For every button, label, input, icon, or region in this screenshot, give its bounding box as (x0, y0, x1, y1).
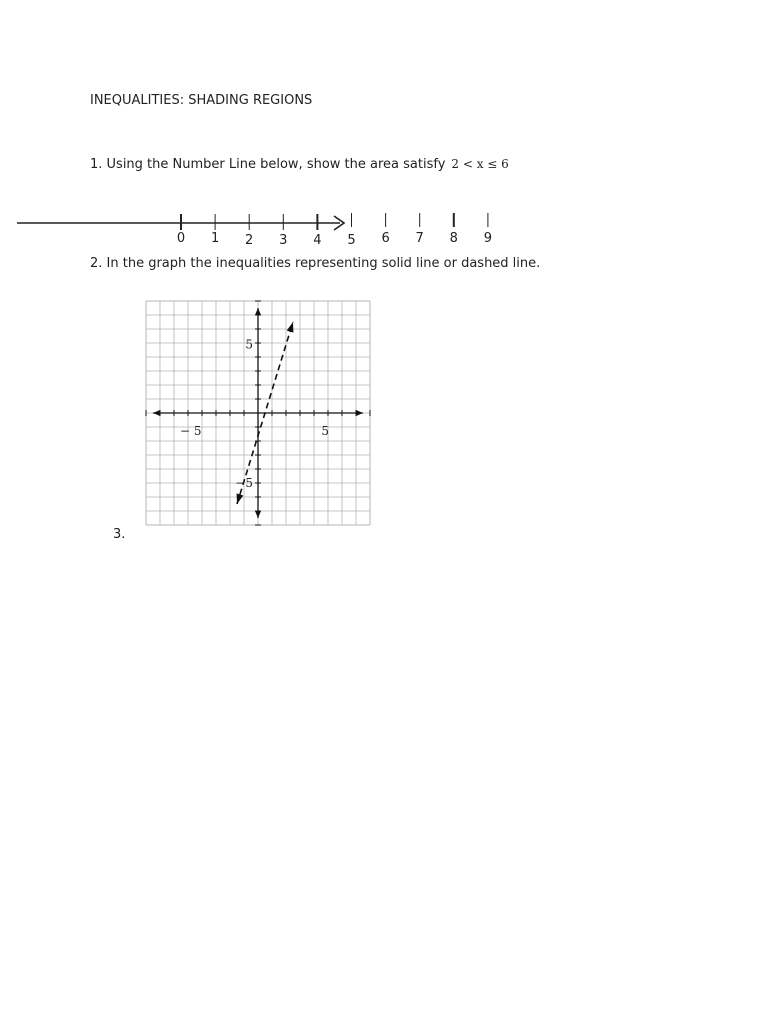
x-axis-arrow-right (356, 410, 363, 416)
number-line-label: 3 (279, 233, 288, 248)
number-line-label: 0 (176, 231, 186, 246)
y-axis-label-neg5: −5 (235, 476, 253, 491)
number-line-label: 9 (483, 231, 493, 246)
line-arrowhead-up (287, 322, 294, 333)
number-line-label: 6 (381, 231, 390, 246)
number-line-label: 2 (245, 233, 254, 248)
x-axis-label-neg5: − 5 (180, 424, 202, 438)
number-line (17, 213, 492, 248)
inequality-expression: 2 < x ≤ 6 (451, 157, 509, 171)
x-axis-arrow-left (153, 410, 160, 416)
question-3: 3. (113, 527, 126, 542)
page-title: INEQUALITIES: SHADING REGIONS (90, 93, 313, 108)
line-arrowhead-down (237, 493, 244, 504)
y-axis-label-5: 5 (245, 337, 253, 352)
number-line-label: 4 (313, 233, 322, 248)
number-line-label: 8 (449, 231, 458, 246)
coordinate-graph (146, 301, 370, 525)
y-axis-arrow-up (255, 308, 261, 315)
number-line-label: 7 (415, 231, 424, 246)
question-2: 2. In the graph the inequalities representing solid line or dashed line. (90, 256, 541, 271)
question-1-text: 1. Using the Number Line below, show the area satisfy (90, 157, 446, 172)
x-axis-label-5: 5 (321, 424, 330, 438)
number-line-label: 1 (210, 231, 220, 246)
number-line-label: 5 (347, 233, 356, 248)
y-axis-arrow-down (255, 511, 261, 518)
